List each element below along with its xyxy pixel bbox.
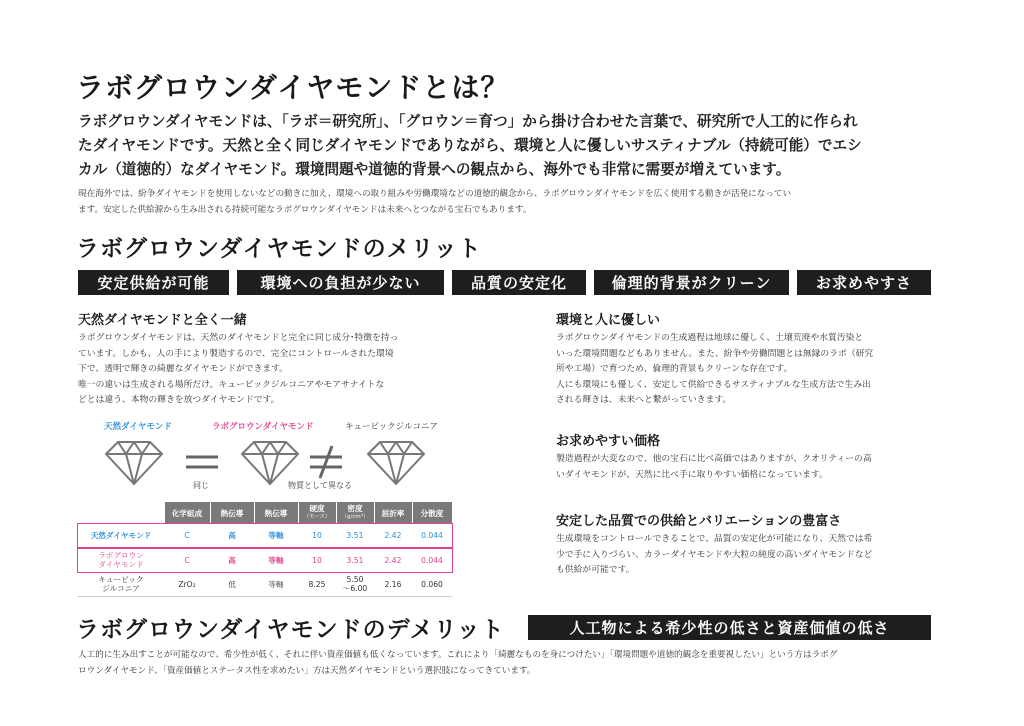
row-label-line: キュービック [98,575,144,584]
row-label-line: ダイヤモンド [98,560,144,569]
table-header: 化学組成 [164,502,210,524]
table-header [298,502,336,524]
table-header-row [78,502,452,524]
merit-tag-environment: 環境への負担が少ない [237,270,444,295]
row-label: 天然ダイヤモンド [78,524,164,548]
table-cell: 0.044 [412,548,452,572]
header-text: 熱伝導 [264,508,288,518]
body-line: いダイヤモンドが、天然に比べ手に取りやすい価格になっています。 [556,469,828,480]
table-cell: ZrO₂ [164,572,210,596]
body-line: 唯一の違いは生成される場所だけ。キュービックジルコニアやモアサナイトな [78,379,385,390]
section-eco-title: 環境と人に優しい [556,313,661,328]
lead-note-line: 現在海外では、紛争ダイヤモンドを使用しないなどの動きに加え、環境への取り組みや労働環境などの道徳的観念から、ラボグロウンダイヤモンドを広く使用する動きが活発になってい [78,189,792,199]
demerit-tag: 人工物による希少性の低さと資産価値の低さ [528,615,931,640]
merit-tag-ethics: 倫理的背景がクリーン [594,270,789,295]
body-line: いった環境問題などもありません。また、紛争や労働問題とは無縁のラボ（研究 [556,348,874,359]
table-cell: 8.25 [298,572,336,596]
lead-note [78,186,938,218]
table-cell: 等軸 [254,572,298,596]
diamond-icon-cz [368,442,424,484]
header-text: 密度 [347,504,363,513]
section-supply-title: 安定した品質での供給とバリエーションの豊富さ [556,514,842,529]
body-line: 製造過程が大変なので、他の宝石に比べ高価ではありますが、クオリティーの高 [556,454,872,464]
section-supply-body [556,532,872,579]
table-header [336,502,374,524]
merit-tag-quality: 品質の安定化 [452,270,586,295]
table-cell: 0.044 [412,524,452,548]
table-row-natural [78,524,452,548]
demerit-body [78,647,938,679]
table-corner [78,502,164,524]
table-cell: 0.060 [412,572,452,596]
merit-tag-supply: 安定供給が可能 [78,270,229,295]
table-row-lab [78,548,452,572]
table-header: 分散度 [412,502,452,524]
diamond-icon-lab [242,442,298,484]
body-line: ラボグロウンダイヤモンドは、天然のダイヤモンドと完全に同じ成分･特徴を持っ [78,333,399,343]
body-line: 人工的に生み出すことが可能なので、希少性が低く、それに伴い資産価値も低くなっています。これにより「綺麗なものを身につけたい」「環境問題や道徳的観念を重要視したい」という方はラボグ [78,650,838,660]
diagram-note-same: 同じ [193,481,209,490]
table-cell: 10 [298,548,336,572]
header-sub: （g/cm³） [341,514,369,520]
table-header [254,502,298,524]
not-equal-icon [310,446,342,478]
table-cell: 2.42 [374,524,412,548]
merit-heading: ラボグロウンダイヤモンドのメリット [76,236,482,262]
diamond-diagram [100,436,440,488]
table-row-cz [78,572,452,596]
lead-paragraph [78,110,938,182]
table-cell: 等軸 [254,548,298,572]
section-natural-body [78,331,398,409]
table-cell: 10 [298,524,336,548]
body-line: 下で、透明で輝きの綺麗なダイヤモンドができます。 [78,364,289,374]
body-line: される輝きは、未来へと繋がっていきます。 [556,395,732,405]
diagram-label-natural: 天然ダイヤモンド [104,422,172,432]
body-line: どとは違う、本物の輝きを放つダイヤモンドです。 [78,395,280,405]
table-cell: 3.51 [336,548,374,572]
table-cell: 低 [210,572,254,596]
table-cell: 等軸 [254,524,298,548]
diamond-icon-natural [106,442,162,484]
row-label [78,548,164,572]
equals-icon [186,457,218,467]
diagram-label-lab: ラボグロウンダイヤモンド [212,422,314,432]
body-line: ラボグロウンダイヤモンドの生成過程は地球に優しく、土壌荒廃や水質汚染と [556,333,864,343]
header-text: 硬度 [309,504,325,513]
section-price-title: お求めやすい価格 [556,434,661,449]
table-cell: 3.51 [336,524,374,548]
table-cell: 2.42 [374,548,412,572]
table-header: 熱伝導 [210,502,254,524]
body-line: ています。しかも、人の手により製造するので、完全にコントロールされた環境 [78,348,394,359]
table-cell: C [164,548,210,572]
table-cell: 高 [210,548,254,572]
table-cell: 2.16 [374,572,412,596]
body-line: 生成環境をコントロールできることで、品質の安定化が可能になり、天然では希 [556,534,873,544]
body-line: 人にも環境にも優しく、安定して供給できるサスティナブルな生成方法で生み出 [556,379,871,390]
section-eco-body [556,331,873,409]
body-line: ロウンダイヤモンド、「資産価値とステータス性を求めたい」方は天然ダイヤモンドという選択肢になってきています。 [78,666,536,676]
row-label-line: ラボグロウン [98,551,144,560]
diagram-note-different: 物質として異なる [288,481,352,490]
table-cell: C [164,524,210,548]
row-label [78,572,164,596]
demerit-heading: ラボグロウンダイヤモンドのデメリット [76,617,505,643]
merit-tag-price: お求めやすさ [797,270,931,295]
table-cell: 5.50 ～6.00 [336,572,374,596]
header-sub: （モース） [303,514,331,520]
section-natural-title: 天然ダイヤモンドと全く一緒 [78,313,247,328]
comparison-table [78,502,453,597]
lead-note-line: ます。安定した供給源から生み出される持続可能なラボグロウンダイヤモンドは未来へとつながる宝石でもあります。 [78,205,532,215]
table-cell: 高 [210,524,254,548]
body-line: 少で手に入りづらい、カラーダイヤモンドや大粒の純度の高いダイヤモンドなど [556,549,873,560]
lead-line: カル（道徳的）なダイヤモンド。環境問題や道徳的背景への観点から、海外でも非常に需要が増えています。 [78,161,791,178]
lead-line: たダイヤモンドです。天然と全く同じダイヤモンドでありながら、環境と人に優しいサスティナブル（持続可能）でエシ [78,137,862,154]
diagram-label-cz: キュービックジルコニア [345,422,438,432]
lead-line: ラボグロウンダイヤモンドは、「ラボ＝研究所」、「グロウン＝育つ」から掛け合わせた言葉で、研究所で人工的に作られ [78,113,858,130]
section-price-body [556,452,872,483]
page-title: ラボグロウンダイヤモンドとは？ [76,71,510,104]
table-header: 屈折率 [374,502,412,524]
body-line: も供給が可能です。 [556,565,635,575]
body-line: 所や工場）で育つため、倫理的背景もクリーンな存在です。 [556,364,793,374]
row-label-line: ジルコニア [102,584,140,593]
